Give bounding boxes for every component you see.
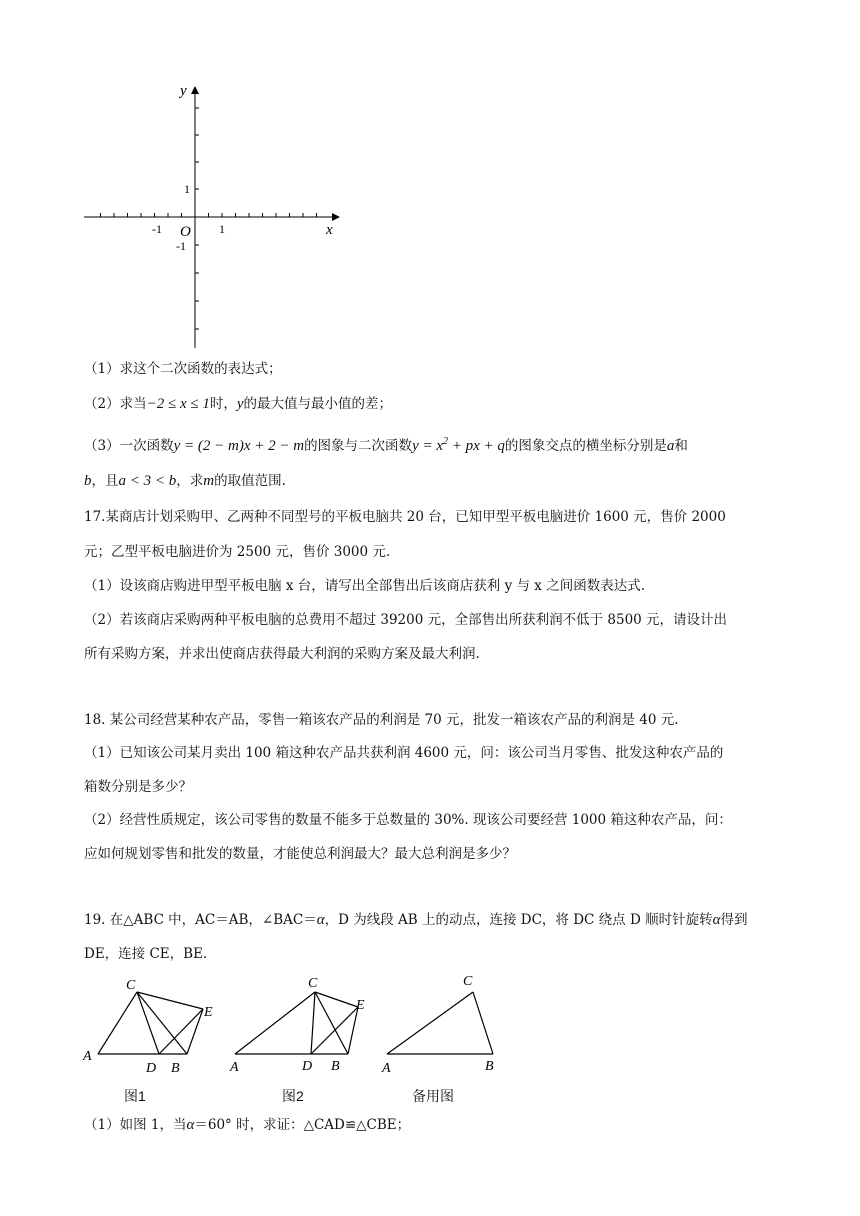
x-axis-arrow	[332, 213, 340, 221]
q16-p2-text-b: 时，	[209, 396, 237, 412]
q16-p3-linear-function: y = (2 − m)x + 2 − m	[173, 438, 305, 454]
tick-label-x-1: 1	[219, 222, 225, 236]
fig1-label-d: D	[146, 1061, 157, 1076]
q16-p2-text-a: （2）求当	[84, 396, 147, 412]
fig2-label-e: E	[356, 998, 365, 1013]
fig1-label-e: E	[204, 1005, 213, 1020]
tick-label-x-neg1: -1	[152, 222, 162, 236]
alpha-symbol: α	[316, 912, 325, 928]
fig2-label-c: C	[308, 976, 318, 991]
q18-line5: 应如何规划零售和批发的数量，才能使总利润最大？最大总利润是多少？	[84, 846, 516, 862]
figure-backup	[375, 962, 515, 1082]
fig2-label-b: B	[331, 1059, 340, 1074]
coordinate-graph	[80, 78, 350, 358]
q19-line2: DE，连接 CE，BE.	[84, 946, 208, 962]
y-ticks	[195, 108, 199, 329]
q19-line1: 19. 在△ABC 中，AC＝AB，∠BAC＝α，D 为线段 AB 上的动点，连接 DC，将 DC 绕点 D 顺时针旋转α得到	[84, 912, 748, 928]
figure-2	[225, 972, 375, 1082]
q16-p4-b-var: b	[84, 473, 92, 489]
q17-line2: 元；乙型平板电脑进价为 2500 元，售价 3000 元.	[84, 544, 391, 560]
q16-part3	[84, 432, 688, 456]
q16-p3-quadratic-function: $y = x^2$ + px + q	[412, 436, 505, 454]
alpha-symbol: α	[712, 912, 721, 928]
q16-p4-text-a: ，且	[91, 473, 119, 489]
origin-label: O	[180, 224, 191, 240]
q16-part2	[84, 394, 392, 414]
q17-line3: （1）设该商店购进甲型平板电脑 x 台，请写出全部售出后该商店获利 y 与 x 之间函数表达式.	[84, 578, 645, 594]
q16-p4-text-c: 的取值范围.	[214, 473, 286, 489]
q16-p3-text-c: 的图象交点的横坐标分别是	[504, 438, 667, 454]
fig2-label-a: A	[230, 1060, 239, 1075]
fig3-label-a: A	[382, 1061, 391, 1076]
q16-p2-y-var: y	[236, 396, 244, 412]
tick-label-y-1: 1	[184, 182, 190, 196]
fig1-caption: 图1	[124, 1088, 146, 1104]
q16-p4-m-var: m	[203, 473, 215, 489]
q16-p2-text-c: 的最大值与最小值的差；	[243, 396, 393, 412]
q18-line3: 箱数分别是多少？	[84, 779, 192, 795]
q18-line1: 18. 某公司经营某种农产品，零售一箱该农产品的利润是 70 元，批发一箱该农产品的利润是 40 元.	[84, 712, 679, 728]
fig2-caption: 图2	[282, 1088, 304, 1104]
x-ticks	[101, 213, 317, 217]
fig2-label-d: D	[302, 1059, 313, 1074]
fig3-label-c: C	[463, 974, 473, 989]
q16-part1: （1）求这个二次函数的表达式；	[84, 361, 282, 377]
q16-p4-text-b: ，求	[176, 473, 204, 489]
q16-p4-inequality: a < 3 < b	[118, 473, 177, 489]
fig1-label-c: C	[126, 978, 136, 993]
q18-line4: （2）经营性质规定，该公司零售的数量不能多于总数量的 30%. 现该公司要经营 1000 箱这种农产品，问：	[84, 812, 732, 828]
q16-part3-cont	[84, 471, 286, 491]
y-axis-arrow	[191, 86, 199, 94]
y-axis-label: y	[180, 83, 187, 99]
q17-line4: （2）若该商店采购两种平板电脑的总费用不超过 39200 元，全部售出所获利润不低于 8500 元，请设计出	[84, 612, 728, 628]
x-axis-label: x	[326, 222, 333, 238]
q17-line5: 所有采购方案，并求出使商店获得最大利润的采购方案及最大利润.	[84, 646, 480, 662]
q18-line2: （1）已知该公司某月卖出 100 箱这种农产品共获利润 4600 元，问：该公司当月零售、批发这种农产品的	[84, 745, 724, 761]
fig1-label-b: B	[171, 1061, 180, 1076]
fig1-label-a: A	[83, 1049, 92, 1064]
q16-p3-text-d: 和	[674, 438, 688, 454]
fig3-caption: 备用图	[412, 1088, 454, 1104]
q16-p2-inequality: −2 ≤ x ≤ 1	[146, 396, 210, 412]
tick-label-y-neg1: -1	[176, 239, 186, 253]
alpha-symbol: α	[186, 1117, 195, 1133]
q16-p3-text-b: 的图象与二次函数	[304, 438, 413, 454]
fig3-label-b: B	[485, 1059, 494, 1074]
q17-line1: 17.某商店计划采购甲、乙两种不同型号的平板电脑共 20 台，已知甲型平板电脑进价 1600 元，售价 2000	[84, 509, 726, 525]
q16-p3-a-var: a	[666, 438, 675, 454]
q16-p3-text-a: （3）一次函数	[84, 438, 174, 454]
figure-1	[80, 972, 230, 1082]
q19-part1: （1）如图 1，当α＝60° 时，求证：△CAD≌△CBE；	[84, 1117, 411, 1133]
